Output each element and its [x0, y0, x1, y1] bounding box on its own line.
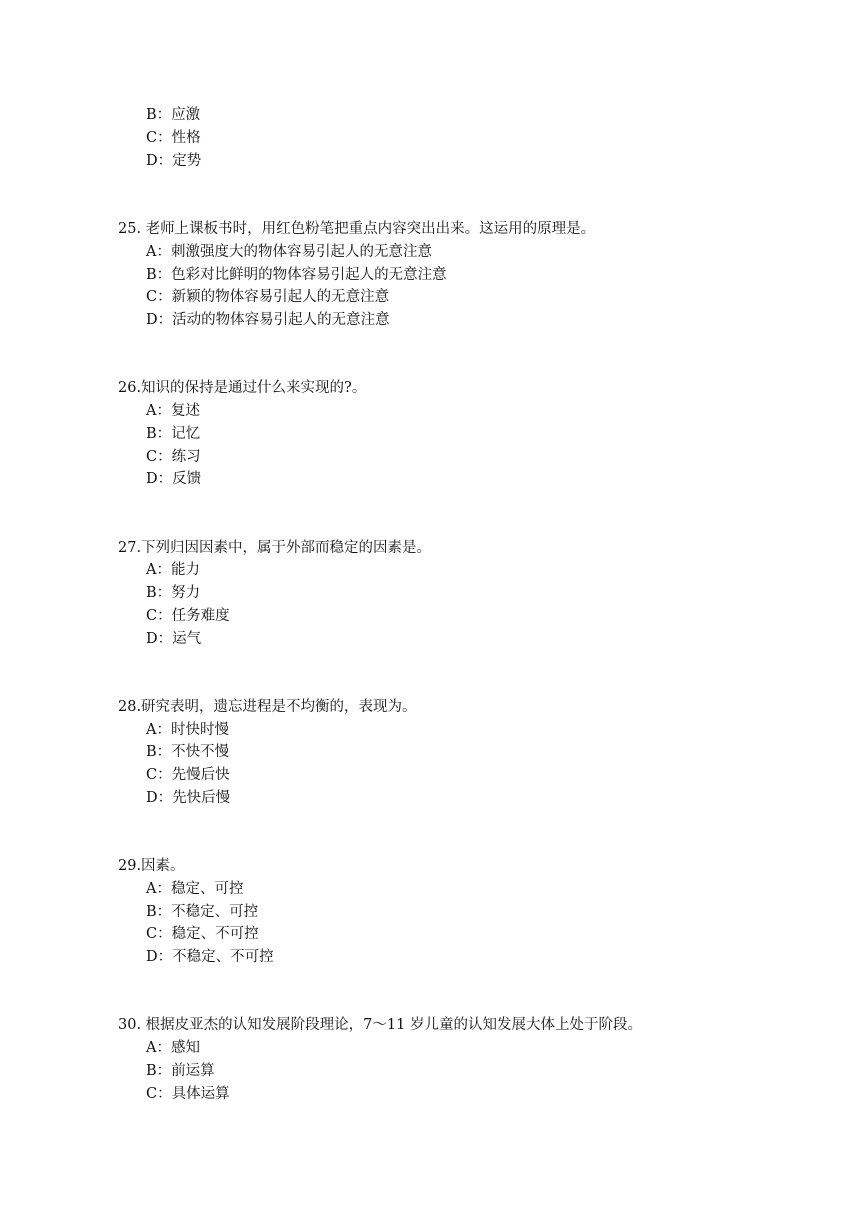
option-d [146, 151, 201, 171]
option-text: 运气 [172, 631, 202, 647]
option-text: 任务难度 [171, 608, 230, 624]
question-28-option-d [146, 788, 230, 808]
option-letter: D： [146, 312, 173, 328]
option-letter: C： [146, 449, 172, 465]
option-text: 练习 [171, 449, 201, 465]
option-letter: C： [146, 1086, 172, 1102]
question-27-option-a [146, 560, 200, 580]
option-letter: B： [146, 744, 172, 760]
option-text: 应激 [171, 107, 201, 123]
option-text: 前运算 [171, 1063, 215, 1079]
question-29-option-d [146, 947, 274, 967]
option-text: 反馈 [172, 471, 202, 487]
question-29-option-a [146, 879, 243, 899]
question-26-option-b [146, 424, 200, 444]
option-letter: C： [146, 130, 172, 146]
option-text: 刺激强度大的物体容易引起人的无意注意 [170, 244, 432, 260]
option-text: 不稳定、可控 [171, 904, 259, 920]
option-text: 稳定、可控 [170, 881, 244, 897]
option-letter: B： [146, 904, 172, 920]
option-letter: B： [146, 426, 172, 442]
option-letter: A： [146, 403, 171, 419]
question-27-stem: 27.下列归因因素中，属于外部而稳定的因素是。 [118, 540, 432, 556]
option-letter: C： [146, 926, 172, 942]
option-text: 具体运算 [171, 1086, 230, 1102]
question-26-option-d [146, 469, 201, 489]
option-text: 努力 [171, 585, 201, 601]
option-letter: B： [146, 1063, 172, 1079]
option-letter: A： [146, 244, 171, 260]
option-text: 能力 [170, 562, 200, 578]
question-29-stem: 29.因素。 [118, 858, 185, 874]
question-27-option-d [146, 629, 201, 649]
option-letter: D： [146, 949, 173, 965]
option-letter: B： [146, 585, 172, 601]
question-26-option-c [146, 447, 201, 467]
question-29-option-c [146, 924, 259, 944]
option-text: 不稳定、不可控 [172, 949, 274, 965]
option-letter: D： [146, 790, 173, 806]
option-text: 先快后慢 [172, 790, 231, 806]
option-c [146, 128, 201, 148]
option-text: 活动的物体容易引起人的无意注意 [172, 312, 390, 328]
question-30-option-c [146, 1084, 230, 1104]
question-27-option-b [146, 583, 200, 603]
option-letter: B： [146, 267, 172, 283]
option-letter: D： [146, 471, 173, 487]
option-b [146, 105, 200, 125]
question-25-option-b [146, 265, 447, 285]
question-29-option-b [146, 902, 258, 922]
option-text: 色彩对比鲜明的物体容易引起人的无意注意 [171, 267, 447, 283]
question-27-option-c [146, 606, 230, 626]
question-25-option-c [146, 287, 389, 307]
question-28-option-b [146, 742, 229, 762]
option-text: 时快时慢 [170, 722, 229, 738]
question-25-stem: 25. 老师上课板书时，用红色粉笔把重点内容突出出来。这运用的原理是。 [118, 221, 596, 237]
option-letter: D： [146, 153, 173, 169]
question-26-stem: 26.知识的保持是通过什么来实现的?。 [118, 380, 367, 396]
option-text: 新颖的物体容易引起人的无意注意 [171, 289, 390, 305]
question-28-stem: 28.研究表明，遗忘进程是不均衡的，表现为。 [118, 699, 417, 715]
option-text: 先慢后快 [171, 767, 230, 783]
option-letter: C： [146, 608, 172, 624]
option-text: 定势 [172, 153, 202, 169]
question-25-option-d [146, 310, 390, 330]
option-text: 感知 [170, 1040, 200, 1056]
option-letter: C： [146, 767, 172, 783]
question-28-option-c [146, 765, 230, 785]
question-30-option-b [146, 1061, 215, 1081]
option-letter: C： [146, 289, 172, 305]
option-text: 记忆 [171, 426, 201, 442]
option-text: 不快不慢 [171, 744, 230, 760]
question-26-option-a [146, 401, 200, 421]
option-text: 复述 [170, 403, 200, 419]
option-letter: A： [146, 1040, 171, 1056]
option-letter: A： [146, 562, 171, 578]
option-letter: A： [146, 722, 171, 738]
question-30-option-a [146, 1038, 200, 1058]
option-letter: A： [146, 881, 171, 897]
question-25-option-a [146, 242, 432, 262]
question-28-option-a [146, 720, 229, 740]
option-text: 性格 [171, 130, 201, 146]
option-text: 稳定、不可控 [171, 926, 259, 942]
option-letter: B： [146, 107, 172, 123]
question-30-stem: 30. 根据皮亚杰的认知发展阶段理论，7～11 岁儿童的认知发展大体上处于阶段。 [118, 1017, 642, 1033]
option-letter: D： [146, 631, 173, 647]
